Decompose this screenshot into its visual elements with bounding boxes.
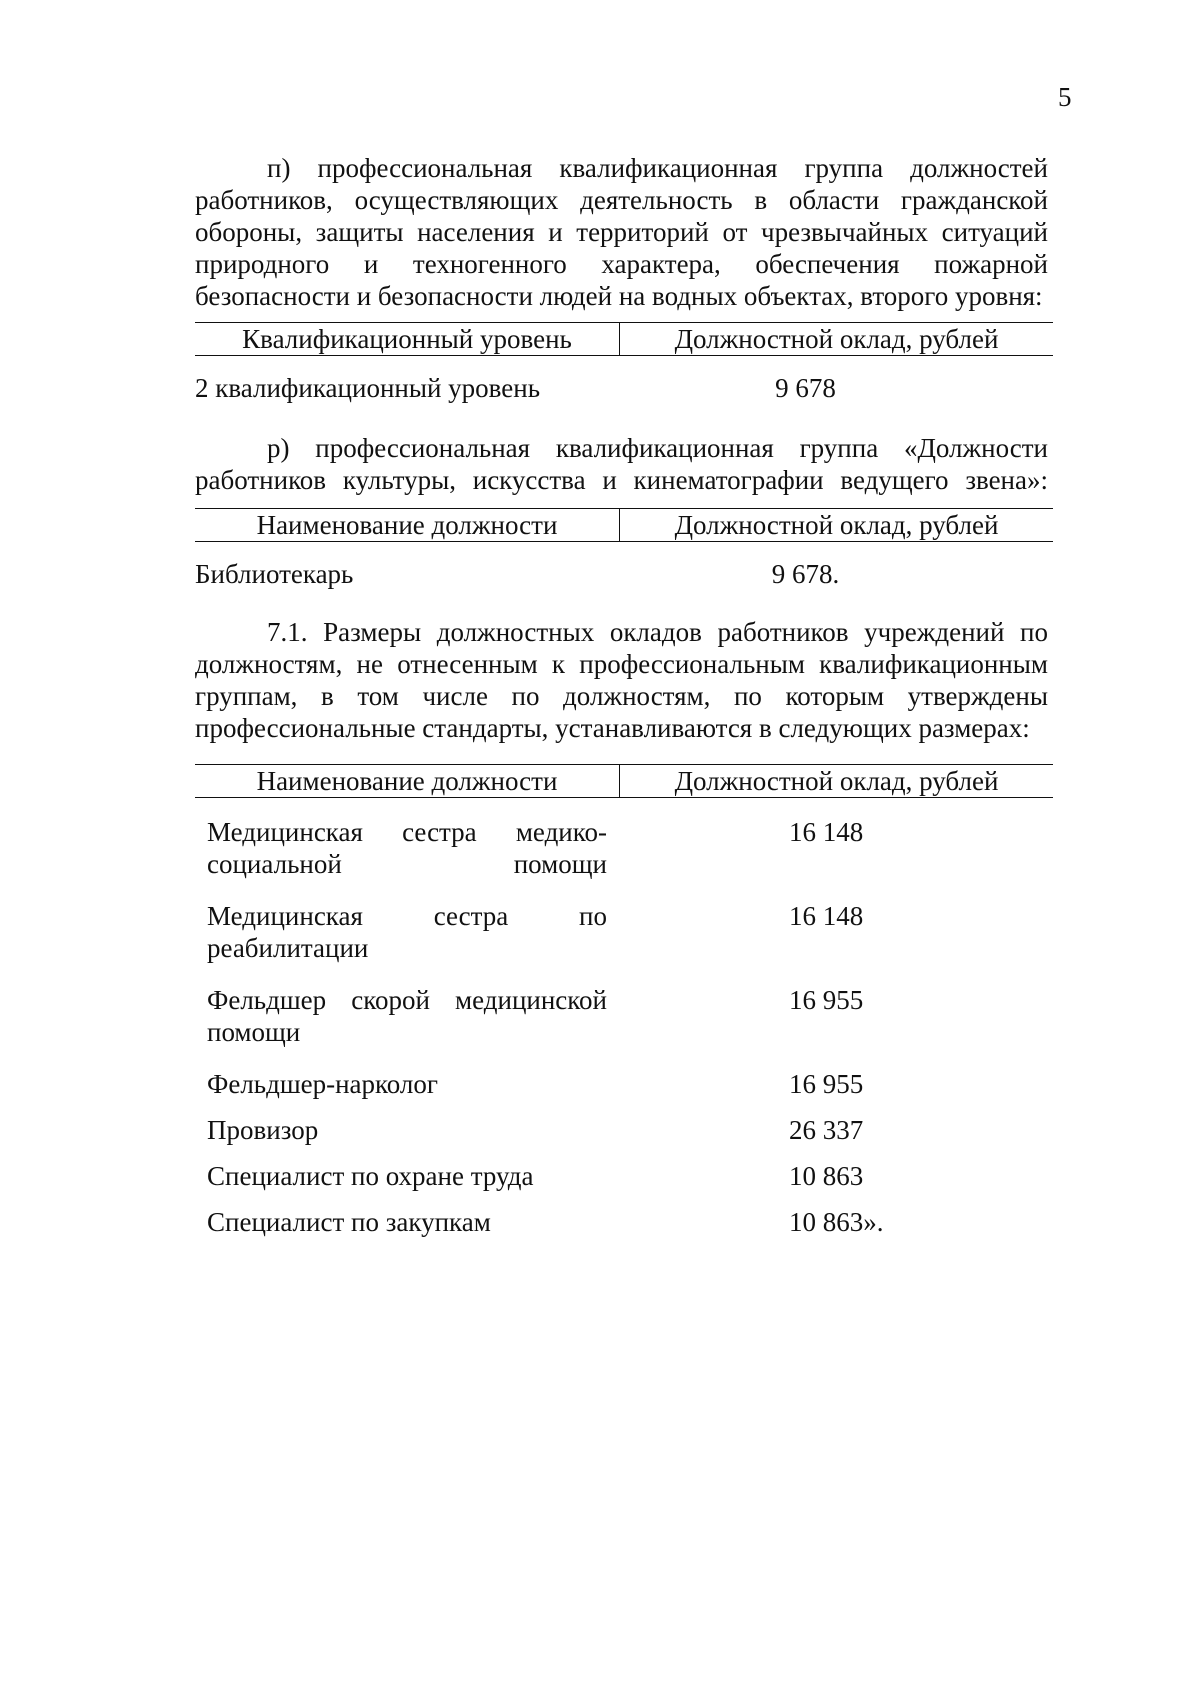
section-r-table-header: [195, 508, 1053, 542]
row-name: Специалист по закупкам: [207, 1207, 491, 1237]
row-salary: 26 337: [789, 1115, 864, 1145]
document-body: [195, 152, 1048, 1258]
row-salary: 10 863».: [789, 1207, 884, 1237]
page-number: 5: [1058, 82, 1072, 112]
row-name: Медицинская сестра медико-социальной помощи: [207, 817, 607, 879]
row-salary: 9 678.: [771, 559, 840, 589]
section-p-header-col1: Квалификационный уровень: [195, 323, 620, 355]
row-name: Провизор: [207, 1115, 319, 1145]
section-r-header-col2: Должностной оклад, рублей: [674, 510, 999, 540]
section-71-header-col2: Должностной оклад, рублей: [674, 766, 999, 796]
table-row: [195, 1114, 1048, 1146]
section-r-header-col1: Наименование должности: [195, 509, 620, 541]
table-row: [195, 1206, 1048, 1238]
row-salary: 16 148: [789, 817, 864, 847]
section-71-header-col1: Наименование должности: [195, 765, 620, 797]
table-row: [195, 984, 1048, 1048]
row-name: Медицинская сестра по реабилитации: [207, 901, 607, 963]
table-row: [195, 372, 1048, 404]
section-71-table-body: [195, 816, 1048, 1238]
row-salary: 16 148: [789, 901, 864, 931]
table-row: [195, 816, 1048, 880]
row-name: 2 квалификационный уровень: [195, 373, 541, 403]
section-p-text: п) профессиональная квалификационная группа должностей работников, осуществляющих деятельность в области гражданской обороны, защиты населения и территорий от чрезвычайных ситуаций природного и техногенного характера, обеспечения пожарной безопасности и безопасности людей на водных объектах, второго уровня:: [195, 153, 1048, 311]
row-salary: 10 863: [789, 1161, 864, 1191]
table-row: [195, 900, 1048, 964]
section-p-header-col2: Должностной оклад, рублей: [674, 324, 999, 354]
table-row: [195, 1160, 1048, 1192]
table-row: [195, 1068, 1048, 1100]
table-row: [195, 558, 1048, 590]
section-p-table-header: [195, 322, 1053, 356]
section-r-text: р) профессиональная квалификационная группа «Должности работников культуры, искусства и кинематографии ведущего звена»:: [195, 433, 1048, 495]
section-71-text: 7.1. Размеры должностных окладов работников учреждений по должностям, не отнесенным к профессиональным квалификационным группам, в том числе по должностям, по которым утверждены профессиональные стандарты, устанавливаются в следующих размерах:: [195, 617, 1048, 743]
row-salary: 9 678: [775, 373, 836, 403]
row-name: Фельдшер-нарколог: [207, 1069, 438, 1099]
row-name: Фельдшер скорой медицинской помощи: [207, 985, 607, 1047]
row-salary: 16 955: [789, 985, 864, 1015]
row-name: Библиотекарь: [195, 559, 354, 589]
section-71-table-header: [195, 764, 1053, 798]
row-name: Специалист по охране труда: [207, 1161, 534, 1191]
row-salary: 16 955: [789, 1069, 864, 1099]
